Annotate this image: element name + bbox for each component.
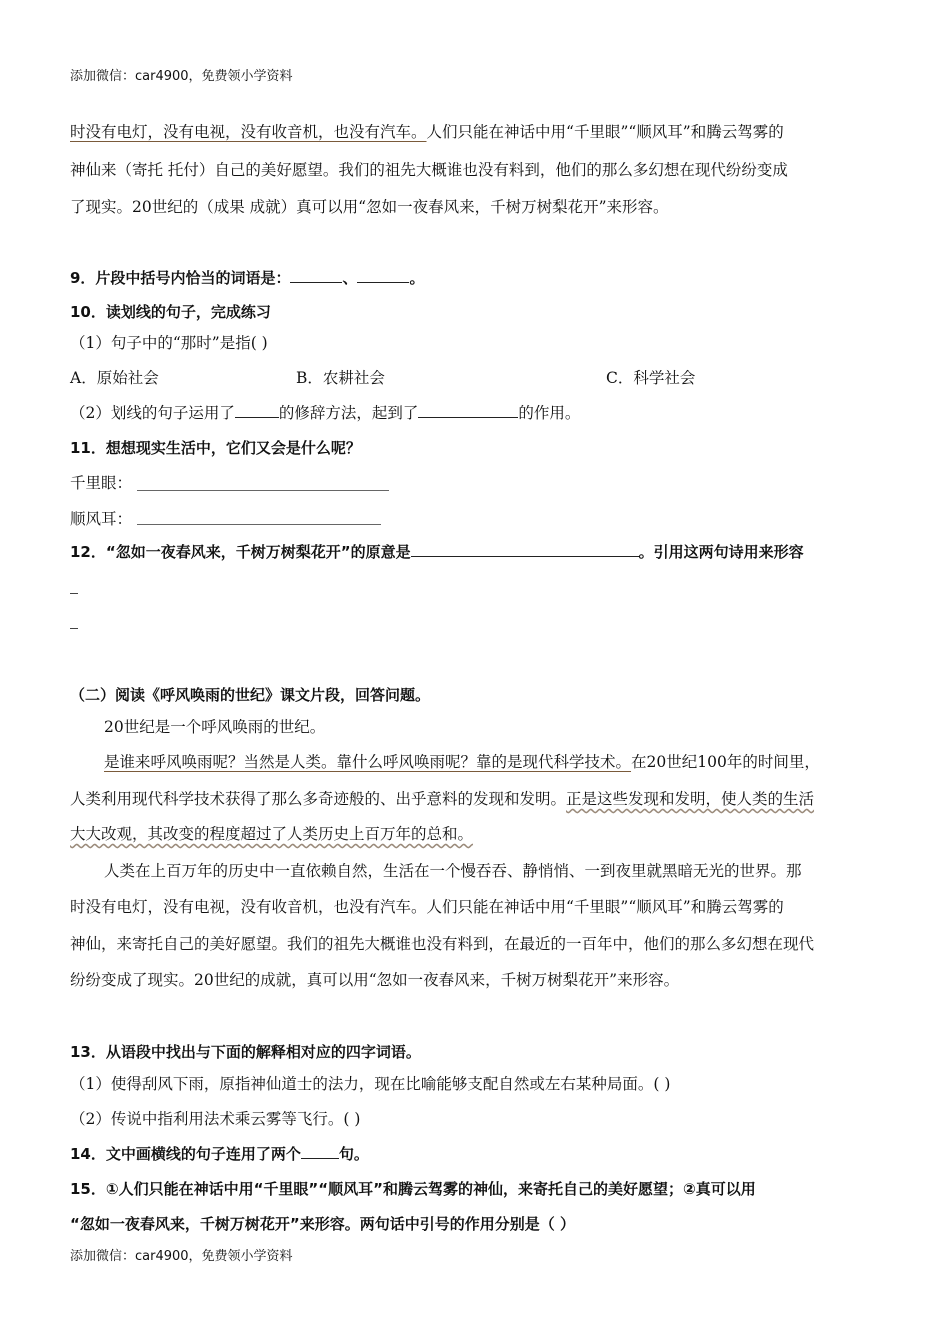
q10-sub2-text-c: 的作用。	[518, 404, 581, 422]
header-watermark: 添加微信：car4900，免费领小学资料	[70, 69, 293, 84]
question-15-line1: 15．①人们只能在神话中用“千里眼”“顺风耳”和腾云驾雾的神仙，来寄托自己的美好愿望；②真可以用	[70, 1180, 756, 1198]
question-15-line2: “忽如一夜春风来，千树万树花开”来形容。两句话中引号的作用分别是（ ）	[70, 1215, 575, 1233]
q14-answer-blank[interactable]	[301, 1142, 339, 1159]
section-2-title: （二）阅读《呼风唤雨的世纪》课文片段，回答问题。	[70, 686, 431, 704]
question-10-sub1: （1）句子中的“那时”是指( )	[70, 334, 268, 352]
question-9	[70, 266, 424, 289]
section2-p3-line4: 纷纷变成了现实。20世纪的成就，真可以用“忽如一夜春风来，千树万树梨花开”来形容。	[70, 971, 680, 989]
q11-label-shunfenger: 顺风耳：	[70, 510, 133, 528]
section2-p3-line3: 神仙，来寄托自己的美好愿望。我们的祖先大概谁也没有料到，在最近的一百年中，他们的那么多幻想在现代	[70, 935, 815, 953]
q10-rhetoric-blank[interactable]	[235, 401, 279, 418]
question-13-sub1: （1）使得刮风下雨，原指神仙道士的法力，现在比喻能够支配自然或左右某种局面。( )	[70, 1075, 671, 1093]
q12-text-a: 12．“忽如一夜春风来，千树万树梨花开”的原意是	[70, 543, 411, 561]
passage1-line2: 神仙来（寄托 托付）自己的美好愿望。我们的祖先大概谁也没有料到，他们的那么多幻想在现代纷纷变成	[70, 161, 788, 179]
q12-dash-2	[70, 628, 78, 629]
q12-dash-1	[70, 593, 78, 594]
question-14	[70, 1142, 369, 1165]
q9-text: 9．片段中括号内恰当的词语是：	[70, 269, 291, 287]
section2-p2-line3	[70, 823, 473, 845]
section2-p2-line2	[70, 788, 814, 810]
section2-p2-line2-a: 人类利用现代科学技术获得了那么多奇迹般的、出乎意料的发现和发明。	[70, 790, 567, 808]
section2-wavy-sentence-b: 大大改观，其改变的程度超过了人类历史上百万年的总和。	[70, 825, 474, 843]
passage1-line1-rest: 人们只能在神话中用“千里眼”“顺风耳”和腾云驾雾的	[426, 123, 784, 141]
passage1-line3: 了现实。20世纪的（成果 成就）真可以用“忽如一夜春风来，千树万树梨花开”来形容。	[70, 198, 669, 216]
q9-answer-blank-2[interactable]	[357, 266, 409, 283]
q11-answer-line-1[interactable]	[137, 489, 389, 491]
q10-option-a[interactable]: A．原始社会	[70, 369, 159, 387]
section2-paragraph-1: 20世纪是一个呼风唤雨的世纪。	[104, 718, 326, 736]
question-11-title: 11．想想现实生活中，它们又会是什么呢？	[70, 439, 361, 457]
q11-answer-line-2[interactable]	[137, 523, 381, 525]
footer-watermark: 添加微信：car4900，免费领小学资料	[70, 1249, 293, 1264]
section2-wavy-sentence-a: 正是这些发现和发明，使人类的生活	[566, 790, 815, 808]
section2-p2-line1	[104, 751, 820, 773]
question-13-title: 13．从语段中找出与下面的解释相对应的四字词语。	[70, 1043, 421, 1061]
q10-effect-blank[interactable]	[418, 401, 518, 418]
q9-answer-blank-1[interactable]	[290, 266, 342, 283]
passage1-line1	[70, 121, 784, 143]
question-10-title: 10．读划线的句子，完成练习	[70, 303, 271, 321]
q10-option-c[interactable]: C．科学社会	[606, 369, 696, 387]
section2-p3-line1: 人类在上百万年的历史中一直依赖自然，生活在一个慢吞吞、静悄悄、一到夜里就黑暗无光的世界。那	[104, 862, 802, 880]
q11-label-qianliyan: 千里眼：	[70, 474, 133, 492]
section2-underlined-sentence: 是谁来呼风唤雨呢？当然是人类。靠什么呼风唤雨呢？靠的是现代科学技术。	[104, 753, 632, 771]
question-12	[70, 540, 804, 563]
q10-sub2-text-a: （2）划线的句子运用了	[70, 404, 235, 422]
q10-option-b[interactable]: B．农耕社会	[296, 369, 385, 387]
section2-p2-line1-rest: 在20世纪100年的时间里，	[631, 753, 820, 771]
q12-text-b: 。引用这两句诗用来形容	[638, 543, 804, 561]
q12-answer-blank[interactable]	[411, 540, 639, 557]
q14-text-a: 14．文中画横线的句子连用了两个	[70, 1145, 301, 1163]
question-10-sub2	[70, 401, 580, 424]
section2-p3-line2: 时没有电灯，没有电视，没有收音机，也没有汽车。人们只能在神话中用“千里眼”“顺风耳”和腾云驾雾的	[70, 898, 784, 916]
q14-text-b: 句。	[338, 1145, 369, 1163]
q9-end: 。	[409, 269, 425, 287]
q10-sub2-text-b: 的修辞方法，起到了	[278, 404, 419, 422]
q9-separator: 、	[342, 269, 358, 287]
passage1-underlined-sentence: 时没有电灯，没有电视，没有收音机，也没有汽车。	[70, 123, 427, 141]
question-13-sub2: （2）传说中指利用法术乘云雾等飞行。( )	[70, 1110, 361, 1128]
